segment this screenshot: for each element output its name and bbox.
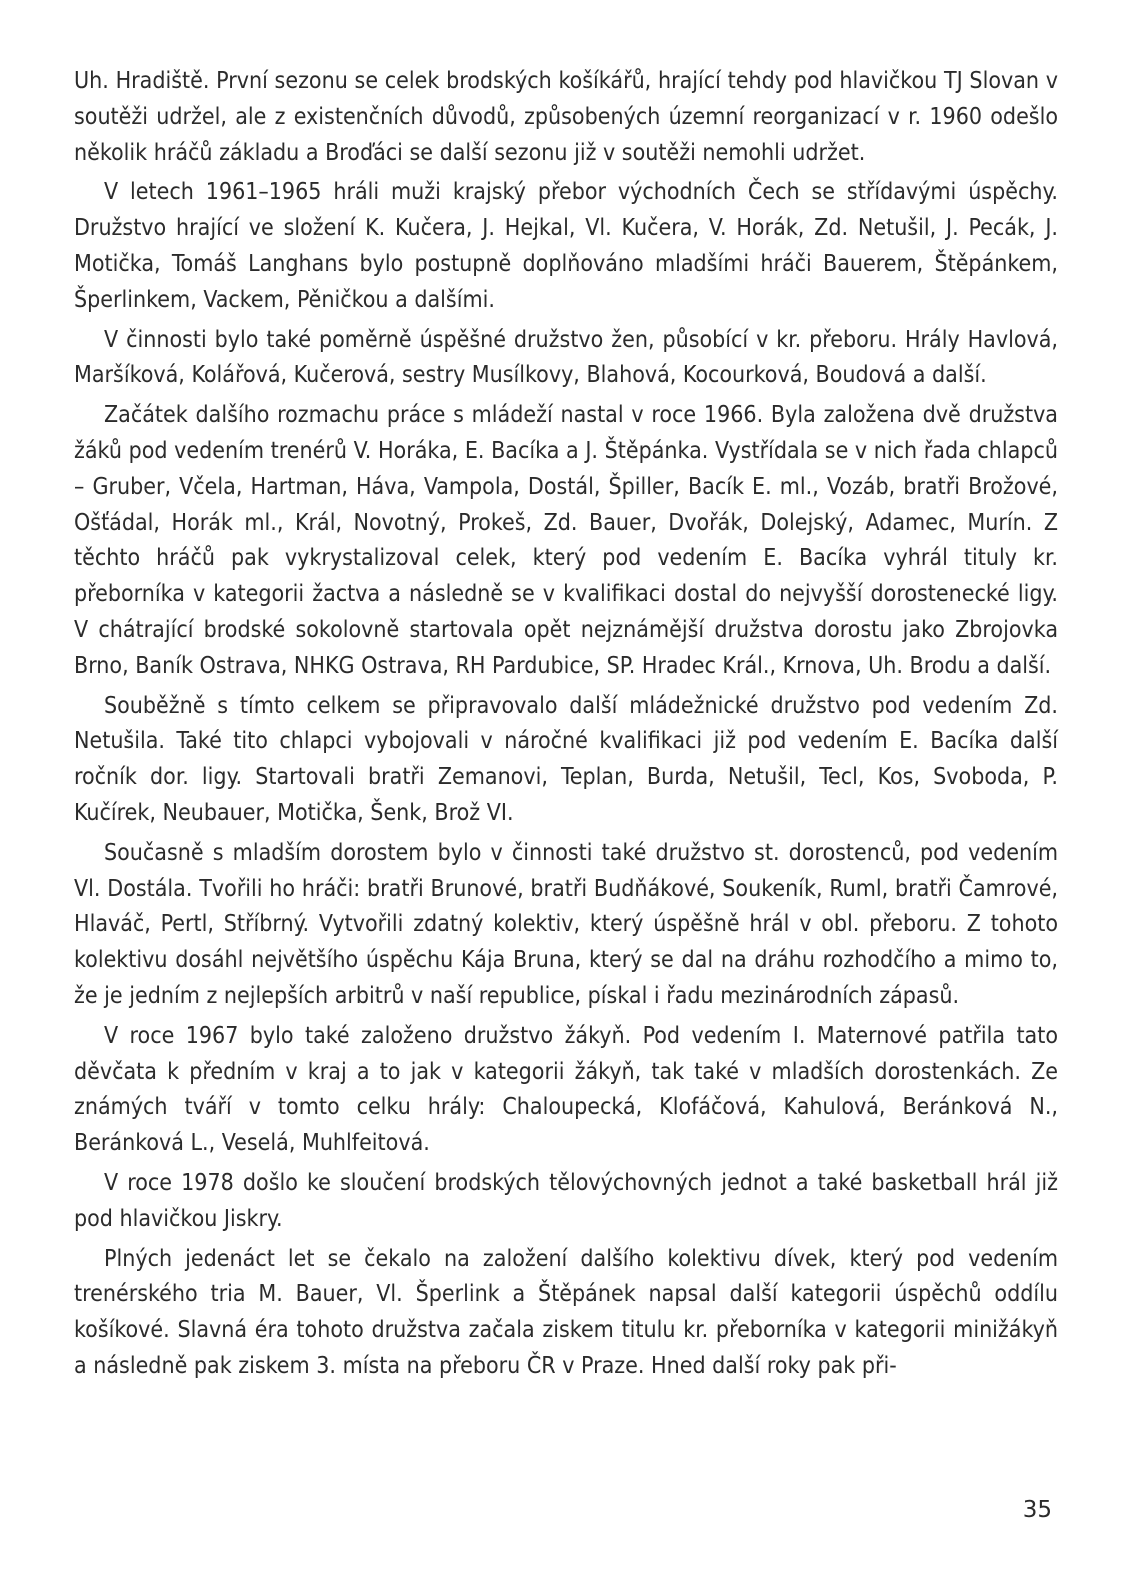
paragraph: V roce 1978 došlo ke sloučení brodských tělovýchovných jednot a také basketball hrál již pod hlavičkou Jiskry. xyxy=(74,1169,1058,1232)
paragraph: V letech 1961–1965 hráli muži krajský přebor východních Čech se střídavými úspěchy. Družstvo hrající ve složení K. Kučera, J. Hejkal, Vl. Kučera, V. Horák, Zd. Netušil, J. Pecák, J. Motička, Tomáš Langhans bylo postupně doplňováno mladšími hráči Bauerem, Štěpánkem, Šperlinkem, Vackem, Pěničkou a dalšími. xyxy=(74,179,1058,313)
body-text xyxy=(74,64,1058,1389)
paragraph: Začátek dalšího rozmachu práce s mládeží nastal v roce 1966. Byla založena dvě družstva žáků pod vedením trenérů V. Horáka, E. Bacíka a J. Štěpánka. Vystřídala se v nich řada chlapců – Gruber, Včela, Hartman, Háva, Vampola, Dostál, Špiller, Bacík E. ml., Vozáb, bratři Brožové, Ošťádal, Horák ml., Král, Novotný, Prokeš, Zd. Bauer, Dvořák, Dolejský, Adamec, Murín. Z těchto hráčů pak vykrystalizoval celek, který pod vedením E. Bacíka vyhrál tituly kr. přeborníka v kategorii žactva a následně se v kvalifikaci dostal do nejvyšší dorostenecké ligy. V chátrající brodské sokolovně startovala opět nejznámější družstva dorostu jako Zbrojovka Brno, Baník Ostrava, NHKG Ostrava, RH Pardubice, SP. Hradec Král., Krnova, Uh. Brodu a další. xyxy=(74,402,1058,679)
paragraph: Současně s mladším dorostem bylo v činnosti také družstvo st. dorostenců, pod vedením Vl. Dostála. Tvořili ho hráči: bratři Brunové, bratři Budňákové, Soukeník, Ruml, bratři Čamrové, Hlaváč, Pertl, Stříbrný. Vytvořili zdatný kolektiv, který úspěšně hrál v obl. přeboru. Z tohoto kolektivu dosáhl největšího úspěchu Kája Bruna, který se dal na dráhu rozhodčího a mimo to, že je jedním z nejlepších arbitrů v naší republice, pískal i řadu mezinárodních zápasů. xyxy=(74,839,1058,1009)
page-number: 35 xyxy=(1022,1497,1052,1523)
paragraph: V činnosti bylo také poměrně úspěšné družstvo žen, působící v kr. přeboru. Hrály Havlová, Maršíková, Kolářová, Kučerová, sestry Musílkovy, Blahová, Kocourková, Boudová a další. xyxy=(74,326,1058,389)
paragraph: Souběžně s tímto celkem se připravovalo další mládežnické družstvo pod vedením Zd. Netušila. Také tito chlapci vybojovali v náročné kvalifikaci již pod vedením E. Bacíka další ročník dor. ligy. Startovali bratři Zemanovi, Teplan, Burda, Netušil, Tecl, Kos, Svoboda, P. Kučírek, Neubauer, Motička, Šenk, Brož VI. xyxy=(74,692,1058,826)
paragraph: Plných jedenáct let se čekalo na založení dalšího kolektivu dívek, který pod vedením trenérského tria M. Bauer, Vl. Šperlink a Štěpánek napsal další kategorii úspěchů oddílu košíkové. Slavná éra tohoto družstva začala ziskem titulu kr. přeborníka v kategorii minižákyň a následně pak ziskem 3. místa na přeboru ČR v Praze. Hned další roky pak při- xyxy=(74,1245,1058,1379)
paragraph: V roce 1967 bylo také založeno družstvo žákyň. Pod vedením I. Maternové patřila tato děvčata k předním v kraj a to jak v kategorii žákyň, tak také v mladších dorostenkách. Ze známých tváří v tomto celku hrály: Chaloupecká, Klofáčová, Kahulová, Beránková N., Beránková L., Veselá, Muhlfeitová. xyxy=(74,1022,1058,1157)
paragraph: Uh. Hradiště. První sezonu se celek brodských košíkářů, hrající tehdy pod hlavičkou TJ Slovan v soutěži udržel, ale z existenčních důvodů, způsobených územní reorganizací v r. 1960 odešlo několik hráčů základu a Broďáci se další sezonu již v soutěži nemohli udržet. xyxy=(74,68,1058,166)
